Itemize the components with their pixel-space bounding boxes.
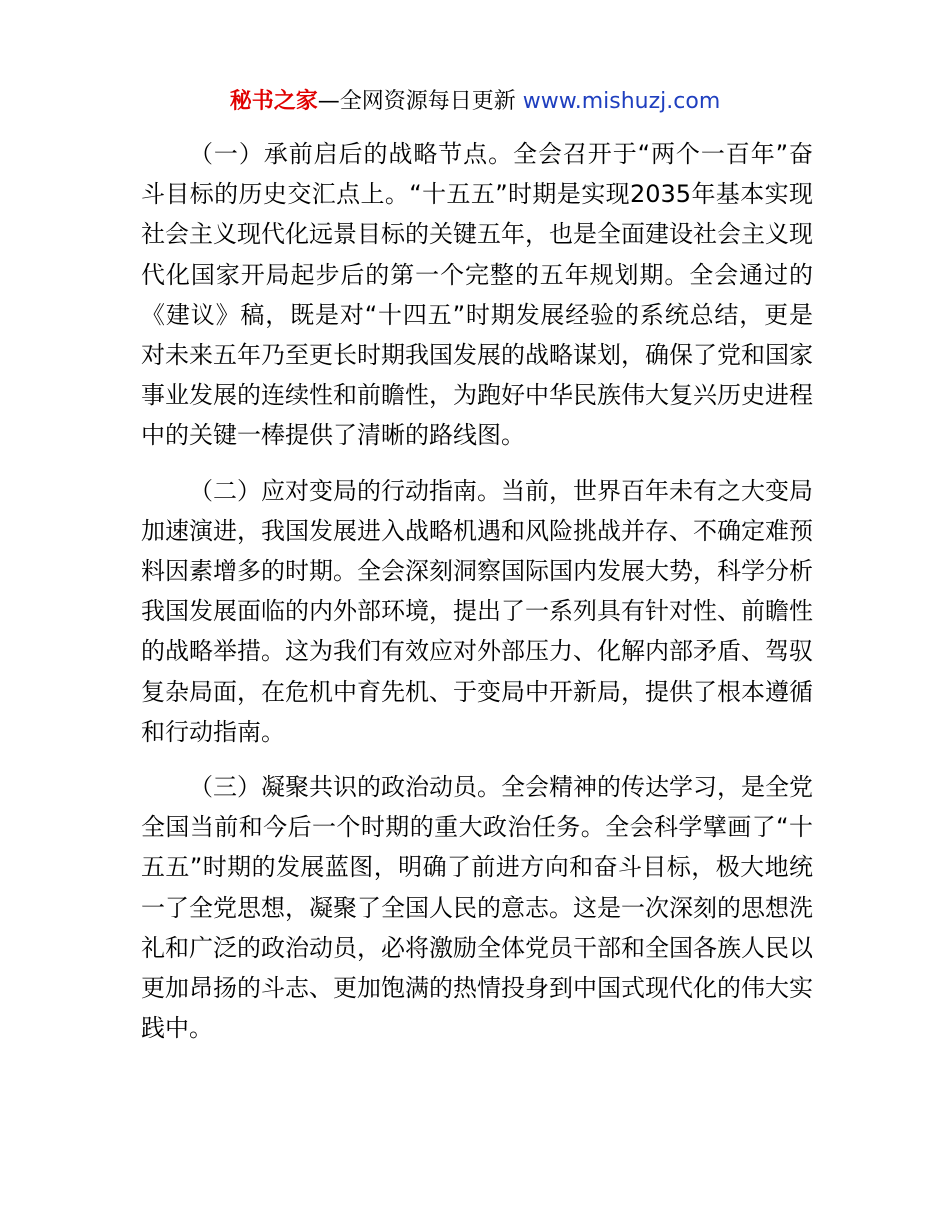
page-header — [0, 86, 950, 118]
paragraph-2: （二）应对变局的行动指南。当前，世界百年未有之大变局加速演进，我国发展进入战略机遇和风险挑战并存、不确定难预料因素增多的时期。全会深刻洞察国际国内发展大势，科学分析我国发展面临的内外部环境，提出了一系列具有针对性、前瞻性的战略举措。这为我们有效应对外部压力、化解内部矛盾、驾驭复杂局面，在危机中育先机、于变局中开新局，提供了根本遵循和行动指南。 — [141, 476, 813, 746]
brand-name: 秘书之家 — [229, 89, 318, 114]
header-slogan: —全网资源每日更新 — [317, 89, 523, 114]
document-body — [141, 134, 813, 1063]
paragraph-1: （一）承前启后的战略节点。全会召开于“两个一百年”奋斗目标的历史交汇点上。“十五五”时期是实现2035年基本实现社会主义现代化远景目标的关键五年，也是全面建设社会主义现代化国家开局起步后的第一个完整的五年规划期。全会通过的《建议》稿，既是对“十四五”时期发展经验的系统总结，更是对未来五年乃至更长时期我国发展的战略谋划，确保了党和国家事业发展的连续性和前瞻性，为跑好中华民族伟大复兴历史进程中的关键一棒提供了清晰的路线图。 — [141, 140, 813, 450]
site-url-link[interactable]: www.mishuzj.com — [522, 89, 721, 114]
paragraph-3: （三）凝聚共识的政治动员。全会精神的传达学习，是全党全国当前和今后一个时期的重大政治任务。全会科学擘画了“十五五”时期的发展蓝图，明确了前进方向和奋斗目标，极大地统一了全党思想，凝聚了全国人民的意志。这是一次深刻的思想洗礼和广泛的政治动员，必将激励全体党员干部和全国各族人民以更加昂扬的斗志、更加饱满的热情投身到中国式现代化的伟大实践中。 — [141, 773, 813, 1043]
